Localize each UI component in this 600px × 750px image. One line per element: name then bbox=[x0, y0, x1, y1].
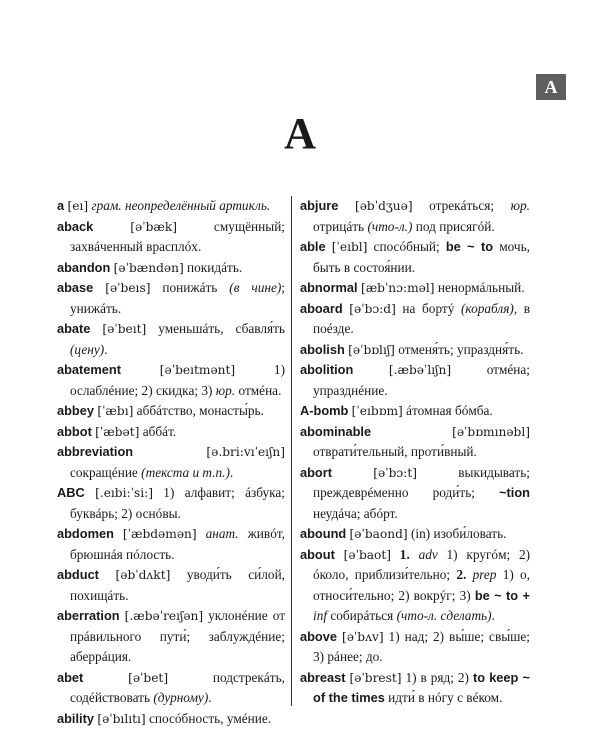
letter-tab: A bbox=[536, 74, 566, 100]
dictionary-entry: abase [əˈbeıs] понижáть (в чине); унижáть. bbox=[57, 280, 286, 316]
dictionary-entry: abolish [əˈbɒlıʃ] отменя́ть; упраздня́ть. bbox=[300, 341, 524, 357]
dictionary-entry: abort [əˈbɔ:t] выкидывать; преждеврéменно роди́ть; ~tion неудáча; абóрт. bbox=[300, 464, 530, 521]
dictionary-entry: abolition [.æbəˈlıʃn] отмéна; упразднéние. bbox=[300, 362, 531, 398]
dictionary-entry: ABC [.eıbi:ˈsi:] 1) алфавит; áзбука; буквáрь; 2) оснóвы. bbox=[57, 485, 285, 521]
dictionary-entry: abbreviation [ə.bri:vıˈeıʃn] сокращéние (текста и т.п.). bbox=[57, 444, 285, 480]
dictionary-entry: A-bomb [ˈeıbɒm] áтомная бóмба. bbox=[300, 403, 493, 418]
dictionary-entry: aback [əˈbæk] смущённый; захвáченный врасплóх. bbox=[57, 218, 285, 254]
dictionary-entry: abet [əˈbet] подстрекáть, содéйствовать (дурному). bbox=[57, 669, 285, 705]
dictionary-entry: abominable [əˈbɒmınəbl] отврати́тельный, проти́вный. bbox=[300, 423, 530, 459]
dictionary-entry: ability [əˈbılıtı] спосóбность, умéние. bbox=[57, 710, 272, 726]
left-column bbox=[57, 196, 285, 729]
dictionary-entry: able [ˈeıbl] спосóбный; be ~ to мочь, быть в состоя́нии. bbox=[300, 239, 531, 275]
section-letter-heading bbox=[0, 108, 600, 160]
dictionary-entry: about [əˈbaot] 1. adv 1) кругóм; 2) óколо, приблизи́тельно; 2. prep 1) о, относи́тельно; 2) вокрýг; 3) be ~ to + inf собирáться (что-л. сделать). bbox=[300, 546, 531, 623]
dictionary-entry: abate [əˈbeıt] уменьшáть, сбавля́ть (цену). bbox=[57, 321, 285, 357]
dictionary-entry: above [əˈbʌv] 1) над; 2) вы́ше; свы́ше; 3) рáнее; до. bbox=[300, 628, 530, 664]
dictionary-entry: aberration [.æbəˈreıʃən] уклонéние от прáвильного пути́; заблуждéние; аберрáция. bbox=[57, 608, 286, 664]
dictionary-entry: a [eı] грам. неопределённый артикль. bbox=[57, 198, 271, 213]
dictionary-entry: abatement [əˈbeıtmənt] 1) ослаблéние; 2) скидка; 3) юр. отмéна. bbox=[57, 362, 285, 398]
dictionary-entry: abbey [ˈæbı] аббáтство, монасты́рь. bbox=[57, 403, 264, 418]
dictionary-entry: abjure [əbˈdʒuə] отрекáться; юр. отрицáть (что-л.) под присягóй. bbox=[300, 198, 530, 234]
dictionary-entry: abreast [əˈbrest] 1) в ряд; 2) to keep ~ of the times идти́ в нóгу с вéком. bbox=[300, 669, 531, 705]
dictionary-entry: aboard [əˈbɔ:d] на бортý (корабля), в поéзде. bbox=[300, 300, 530, 336]
dictionary-entry: abnormal [æbˈnɔ:məl] ненормáльный. bbox=[300, 280, 525, 295]
dictionary-entry: abandon [əˈbændən] покидáть. bbox=[57, 259, 243, 275]
right-column bbox=[300, 196, 530, 709]
dictionary-entry: abdomen [ˈæbdəmən] анат. живóт, брюшнáя пóлость. bbox=[57, 526, 285, 562]
section-letter: A bbox=[284, 109, 316, 158]
column-divider bbox=[291, 196, 292, 706]
dictionary-entry: abound [əˈbaond] (in) изоби́ловать. bbox=[300, 526, 507, 541]
dictionary-entry: abbot [ˈæbət] аббáт. bbox=[57, 423, 177, 439]
dictionary-entry: abduct [əbˈdʌkt] уводи́ть си́лой, похищáть. bbox=[57, 567, 286, 603]
